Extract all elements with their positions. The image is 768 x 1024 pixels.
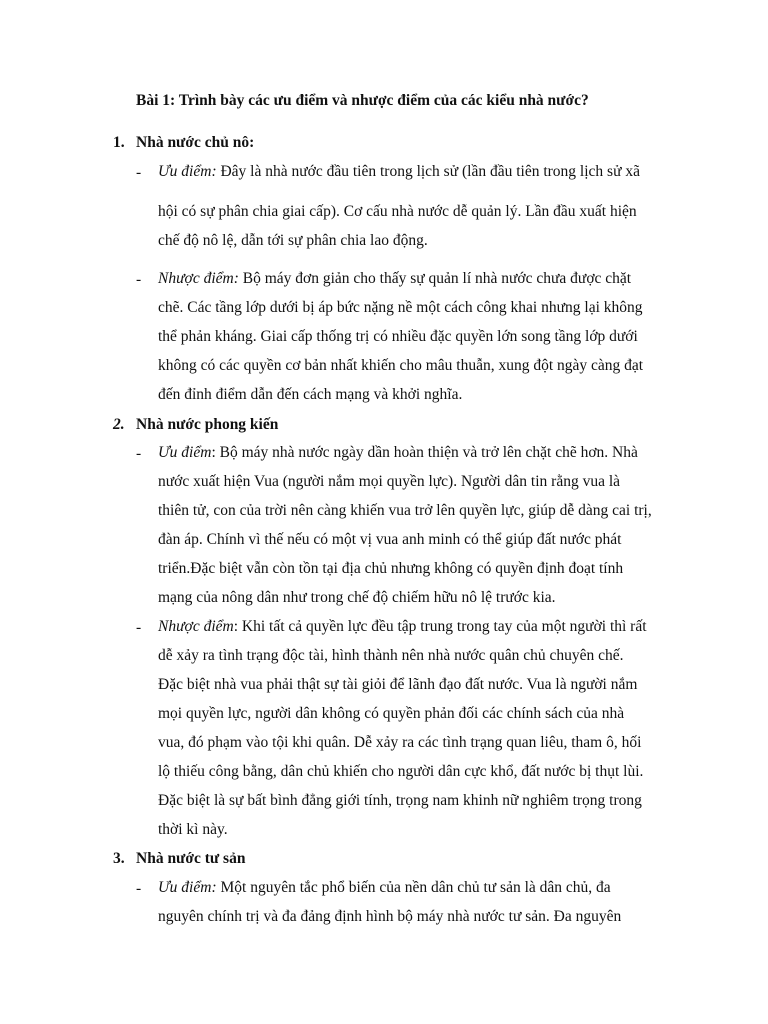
bullet-line: Đặc biệt là sự bất bình đẳng giới tính, trọng nam khinh nữ nghiêm trọng trong <box>158 792 642 809</box>
bullet-dash: - <box>136 271 142 288</box>
bullet-label: Nhược điểm <box>158 618 234 635</box>
bullet-line: thể phản kháng. Giai cấp thống trị có nhiều đặc quyền lớn song tầng lớp dưới <box>158 328 638 345</box>
bullet-line: đến đỉnh điểm dẫn đến cách mạng và khởi nghĩa. <box>158 386 463 403</box>
bullet-line: hội có sự phân chia giai cấp). Cơ cấu nhà nước dễ quản lý. Lần đầu xuất hiện <box>158 203 637 220</box>
section-1-number: 1. <box>113 134 125 151</box>
bullet-line: Một nguyên tắc phổ biến của nền dân chủ tư sản là dân chủ, đa <box>216 879 611 896</box>
bullet-dash: - <box>136 880 142 897</box>
bullet-line: Đây là nhà nước đầu tiên trong lịch sử (lần đầu tiên trong lịch sử xã <box>216 163 640 180</box>
section-1-heading: Nhà nước chủ nô: <box>136 134 255 151</box>
bullet-dash: - <box>136 445 142 462</box>
bullet-label: Ưu điểm: <box>158 163 217 180</box>
bullet-label: Ưu điểm: <box>158 879 217 896</box>
section-2-disadvantages <box>158 612 680 844</box>
bullet-line: thiên tử, con của trời nên càng khiến vua trở lên quyền lực, giúp dễ dàng cai trị, <box>158 502 652 519</box>
bullet-label: Nhược điểm: <box>158 270 239 287</box>
bullet-line: Bộ máy đơn giản cho thấy sự quản lí nhà nước chưa được chặt <box>238 270 632 287</box>
section-3-advantages <box>158 873 680 931</box>
bullet-line: : Bộ máy nhà nước ngày dần hoàn thiện và trở lên chặt chẽ hơn. Nhà <box>211 444 638 461</box>
bullet-line: mạng của nông dân như trong chế độ chiếm hữu nô lệ trước kia. <box>158 589 556 606</box>
section-2-heading: Nhà nước phong kiến <box>136 416 279 433</box>
bullet-line: không có các quyền cơ bản nhất khiến cho mâu thuẫn, xung đột ngày càng đạt <box>158 357 644 374</box>
section-2-advantages <box>158 438 680 612</box>
bullet-dash: - <box>136 164 142 181</box>
bullet-line: chẽ. Các tầng lớp dưới bị áp bức nặng nề một cách công khai nhưng lại không <box>158 299 643 316</box>
section-3-number: 3. <box>113 850 125 867</box>
section-1-disadvantages <box>158 264 680 409</box>
bullet-line: triển.Đặc biệt vẫn còn tồn tại địa chủ nhưng không có quyền định đoạt tính <box>158 560 624 577</box>
bullet-line: nước xuất hiện Vua (người nắm mọi quyền lực). Người dân tin rằng vua là <box>158 473 621 490</box>
bullet-line: vua, đó phạm vào tội khi quân. Dễ xảy ra các tình trạng quan liêu, tham ô, hối <box>158 734 642 751</box>
bullet-line: mọi quyền lực, người dân không có quyền phản đối các chính sách của nhà <box>158 705 625 722</box>
bullet-line: dễ xảy ra tình trạng độc tài, hình thành nên nhà nước quân chủ chuyên chế. <box>158 647 624 664</box>
bullet-dash: - <box>136 619 142 636</box>
bullet-line: nguyên chính trị và đa đảng định hình bộ máy nhà nước tư sản. Đa nguyên <box>158 908 622 925</box>
section-3-heading: Nhà nước tư sản <box>136 850 246 867</box>
page-title: Bài 1: Trình bày các ưu điểm và nhược điểm của các kiểu nhà nước? <box>136 92 589 109</box>
section-2-number: 2. <box>113 416 125 433</box>
bullet-line: thời kì này. <box>158 821 228 838</box>
bullet-line: chế độ nô lệ, dẫn tới sự phân chia lao động. <box>158 232 428 249</box>
bullet-line: đàn áp. Chính vì thế nếu có một vị vua anh minh có thể giúp đất nước phát <box>158 531 622 548</box>
bullet-label: Ưu điểm <box>158 444 212 461</box>
section-1-advantages <box>158 157 680 255</box>
bullet-line: lộ thiếu công bằng, dân chủ khiến cho người dân cực khổ, đất nước bị thụt lùi. <box>158 763 644 780</box>
bullet-line: Đặc biệt nhà vua phải thật sự tài giỏi để lãnh đạo đất nước. Vua là người nắm <box>158 676 638 693</box>
bullet-line: : Khi tất cả quyền lực đều tập trung trong tay của một người thì rất <box>233 618 647 635</box>
